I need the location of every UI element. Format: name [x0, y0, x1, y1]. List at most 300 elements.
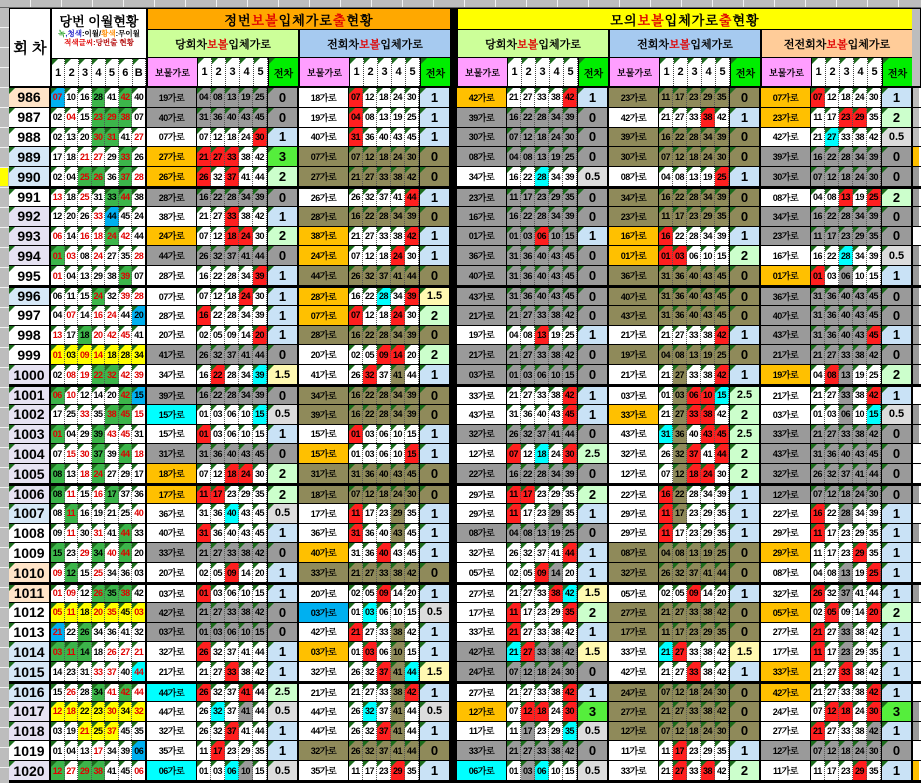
num-cell[interactable]: 15: [563, 761, 577, 780]
num-cell[interactable]: 19: [853, 563, 867, 582]
num-cell[interactable]: 31: [197, 108, 211, 127]
garo-cell[interactable]: 12가로: [609, 464, 659, 483]
num-cell[interactable]: 32: [105, 288, 119, 305]
num-cell[interactable]: 01: [51, 585, 65, 602]
num-cell[interactable]: 34: [391, 387, 405, 404]
num-cell[interactable]: 44: [253, 722, 267, 741]
num-cell[interactable]: 27: [825, 425, 839, 444]
jeoncha-cell[interactable]: 0: [577, 524, 607, 543]
num-cell[interactable]: 30: [563, 702, 577, 721]
num-cell[interactable]: 35: [563, 189, 577, 206]
num-cell[interactable]: 33: [535, 684, 549, 701]
num-cell[interactable]: 07: [811, 741, 825, 760]
num-cell[interactable]: 45: [715, 425, 729, 444]
num-cell[interactable]: 24: [549, 702, 563, 721]
num-cell[interactable]: 24: [549, 662, 563, 681]
jeoncha-cell[interactable]: 2: [267, 486, 297, 503]
garo-cell[interactable]: 17가로: [609, 623, 659, 642]
num-cell[interactable]: 26: [78, 207, 92, 226]
garo-cell[interactable]: 03가로: [147, 585, 197, 602]
round-cell[interactable]: 1014: [9, 642, 51, 661]
jeoncha-cell[interactable]: 0: [729, 603, 759, 622]
num-cell[interactable]: 20: [105, 387, 119, 404]
jeoncha-cell[interactable]: 0: [577, 662, 607, 681]
num-cell[interactable]: 23: [839, 642, 853, 661]
num-cell[interactable]: 03: [521, 365, 535, 384]
num-cell[interactable]: 45: [253, 504, 267, 523]
jeoncha-cell[interactable]: 1: [267, 326, 297, 345]
num-cell[interactable]: 12: [211, 464, 225, 483]
num-cell[interactable]: 45: [119, 425, 133, 444]
jeoncha-cell[interactable]: 1: [729, 585, 759, 602]
jeoncha-cell[interactable]: 0: [267, 189, 297, 206]
jeoncha-cell[interactable]: 0: [577, 425, 607, 444]
num-cell[interactable]: 12: [65, 563, 79, 582]
round-cell[interactable]: 1017: [9, 702, 51, 721]
num-cell[interactable]: 40: [225, 108, 239, 127]
num-cell[interactable]: 04: [65, 108, 79, 127]
num-cell[interactable]: 29: [119, 464, 133, 483]
garo-cell[interactable]: 05가로: [609, 585, 659, 602]
num-cell[interactable]: 36: [105, 623, 119, 642]
num-cell[interactable]: 21: [811, 684, 825, 701]
jeoncha-cell[interactable]: 1: [419, 128, 449, 147]
num-cell[interactable]: 14: [853, 603, 867, 622]
jeoncha-cell[interactable]: 1: [881, 722, 911, 741]
num-cell[interactable]: 42: [715, 365, 729, 384]
num-cell[interactable]: 32: [211, 684, 225, 701]
num-cell[interactable]: 37: [225, 684, 239, 701]
round-cell[interactable]: 993: [9, 227, 51, 246]
jeoncha-cell[interactable]: 1: [267, 128, 297, 147]
num-cell[interactable]: 23: [92, 702, 106, 721]
num-cell[interactable]: 15: [253, 405, 267, 424]
num-cell[interactable]: 23: [839, 761, 853, 780]
num-cell[interactable]: 29: [853, 524, 867, 543]
num-cell[interactable]: 22: [825, 207, 839, 226]
num-cell[interactable]: 36: [825, 444, 839, 463]
num-cell[interactable]: 29: [239, 741, 253, 760]
num-cell[interactable]: 26: [78, 623, 92, 642]
num-cell[interactable]: 42: [715, 642, 729, 661]
num-cell[interactable]: 06: [535, 761, 549, 780]
garo-cell[interactable]: 43가로: [457, 288, 507, 305]
num-cell[interactable]: 32: [211, 167, 225, 186]
garo-cell[interactable]: 32가로: [761, 585, 811, 602]
num-cell[interactable]: 22: [673, 227, 687, 246]
num-cell[interactable]: 37: [535, 425, 549, 444]
num-cell[interactable]: 21: [507, 387, 521, 404]
garo-cell[interactable]: 28가로: [147, 189, 197, 206]
num-cell[interactable]: 18: [377, 486, 391, 503]
num-cell[interactable]: 39: [132, 365, 145, 384]
num-cell[interactable]: 27: [673, 365, 687, 384]
num-cell[interactable]: 32: [363, 266, 377, 285]
num-cell[interactable]: 28: [535, 167, 549, 186]
num-cell[interactable]: 33: [687, 365, 701, 384]
garo-cell[interactable]: 32가로: [609, 563, 659, 582]
num-cell[interactable]: 41: [549, 425, 563, 444]
num-cell[interactable]: 13: [78, 266, 92, 285]
num-cell[interactable]: 29: [701, 88, 715, 107]
num-cell[interactable]: 07: [51, 88, 65, 107]
num-cell[interactable]: 40: [132, 504, 145, 523]
garo-cell[interactable]: 36가로: [147, 504, 197, 523]
num-cell[interactable]: 30: [78, 444, 92, 463]
num-cell[interactable]: 08: [51, 486, 65, 503]
num-cell[interactable]: 38: [701, 326, 715, 345]
num-cell[interactable]: 40: [119, 662, 133, 681]
num-cell[interactable]: 22: [521, 108, 535, 127]
num-cell[interactable]: 30: [867, 486, 881, 503]
num-cell[interactable]: 22: [363, 207, 377, 226]
num-cell[interactable]: 31: [659, 288, 673, 305]
num-cell[interactable]: 28: [535, 207, 549, 226]
jeoncha-cell[interactable]: 0.5: [577, 761, 607, 780]
jeoncha-cell[interactable]: 1: [419, 722, 449, 741]
jeoncha-cell[interactable]: 0: [729, 623, 759, 642]
num-cell[interactable]: 16: [349, 405, 363, 424]
num-cell[interactable]: 29: [701, 524, 715, 543]
num-cell[interactable]: 15: [715, 387, 729, 404]
num-cell[interactable]: 30: [563, 662, 577, 681]
num-cell[interactable]: 28: [132, 246, 145, 265]
num-cell[interactable]: 30: [253, 288, 267, 305]
jeoncha-cell[interactable]: 0: [729, 563, 759, 582]
garo-cell[interactable]: 29가로: [761, 543, 811, 562]
num-cell[interactable]: 38: [391, 563, 405, 582]
num-cell[interactable]: 42: [563, 741, 577, 760]
num-cell[interactable]: 04: [507, 147, 521, 166]
num-cell[interactable]: 43: [701, 266, 715, 285]
jeoncha-cell[interactable]: 0: [577, 147, 607, 166]
garo-cell[interactable]: 08가로: [761, 189, 811, 206]
num-cell[interactable]: 25: [119, 504, 133, 523]
jeoncha-cell[interactable]: 1: [419, 623, 449, 642]
num-cell[interactable]: 07: [659, 464, 673, 483]
num-cell[interactable]: 04: [65, 425, 79, 444]
round-cell[interactable]: 1000: [9, 365, 51, 384]
num-cell[interactable]: 21: [811, 128, 825, 147]
num-cell[interactable]: 42: [253, 603, 267, 622]
num-cell[interactable]: 01: [51, 246, 65, 265]
num-cell[interactable]: 16: [507, 108, 521, 127]
num-cell[interactable]: 29: [105, 108, 119, 127]
garo-cell[interactable]: 42가로: [761, 684, 811, 701]
garo-cell[interactable]: 06가로: [147, 761, 197, 780]
num-cell[interactable]: 41: [105, 761, 119, 780]
garo-cell[interactable]: 08가로: [609, 543, 659, 562]
garo-cell[interactable]: 40가로: [457, 266, 507, 285]
jeoncha-cell[interactable]: 0: [729, 722, 759, 741]
num-cell[interactable]: 07: [197, 227, 211, 246]
num-cell[interactable]: 17: [65, 326, 79, 345]
num-cell[interactable]: 15: [405, 444, 419, 463]
garo-cell[interactable]: 01가로: [761, 266, 811, 285]
num-cell[interactable]: 44: [867, 464, 881, 483]
num-cell[interactable]: 12: [521, 128, 535, 147]
num-cell[interactable]: 21: [811, 387, 825, 404]
num-cell[interactable]: 02: [51, 167, 65, 186]
num-cell[interactable]: 31: [507, 288, 521, 305]
num-cell[interactable]: 24: [549, 444, 563, 463]
num-cell[interactable]: 44: [132, 227, 145, 246]
num-cell[interactable]: 29: [549, 189, 563, 206]
num-cell[interactable]: 30: [405, 88, 419, 107]
jeoncha-cell[interactable]: 1: [881, 761, 911, 780]
num-cell[interactable]: 33: [225, 147, 239, 166]
jeoncha-cell[interactable]: 2: [729, 444, 759, 463]
num-cell[interactable]: 34: [391, 207, 405, 226]
num-cell[interactable]: 27: [521, 306, 535, 325]
garo-cell[interactable]: 43가로: [457, 405, 507, 424]
jeoncha-cell[interactable]: 1: [881, 524, 911, 543]
num-cell[interactable]: 22: [825, 246, 839, 265]
num-cell[interactable]: 31: [811, 326, 825, 345]
num-cell[interactable]: 15: [405, 603, 419, 622]
jeoncha-cell[interactable]: 1: [729, 524, 759, 543]
jeoncha-cell[interactable]: 0: [881, 464, 911, 483]
garo-cell[interactable]: 27가로: [299, 167, 349, 186]
num-cell[interactable]: 21: [507, 306, 521, 325]
garo-cell[interactable]: 29가로: [761, 524, 811, 543]
garo-cell[interactable]: 21가로: [761, 387, 811, 404]
num-cell[interactable]: 13: [535, 147, 549, 166]
num-cell[interactable]: 18: [105, 345, 119, 364]
num-cell[interactable]: 45: [405, 524, 419, 543]
num-cell[interactable]: 23: [839, 227, 853, 246]
num-cell[interactable]: 34: [549, 464, 563, 483]
num-cell[interactable]: 31: [507, 405, 521, 424]
num-cell[interactable]: 17: [211, 741, 225, 760]
jeoncha-cell[interactable]: 0: [577, 365, 607, 384]
jeoncha-cell[interactable]: 2.5: [577, 444, 607, 463]
num-cell[interactable]: 36: [673, 306, 687, 325]
num-cell[interactable]: 34: [549, 167, 563, 186]
garo-cell[interactable]: 44가로: [299, 266, 349, 285]
num-cell[interactable]: 22: [78, 702, 92, 721]
garo-cell[interactable]: 15가로: [147, 425, 197, 444]
num-cell[interactable]: 39: [405, 387, 419, 404]
jeoncha-cell[interactable]: 0: [419, 266, 449, 285]
num-cell[interactable]: 09: [535, 563, 549, 582]
num-cell[interactable]: 01: [507, 761, 521, 780]
num-cell[interactable]: 21: [507, 623, 521, 642]
num-cell[interactable]: 33: [687, 702, 701, 721]
num-cell[interactable]: 26: [132, 147, 145, 166]
num-cell[interactable]: 37: [92, 444, 106, 463]
jeoncha-cell[interactable]: 1.5: [267, 365, 297, 384]
num-cell[interactable]: 45: [715, 266, 729, 285]
num-cell[interactable]: 44: [119, 524, 133, 543]
garo-cell[interactable]: 29가로: [609, 504, 659, 523]
num-cell[interactable]: 37: [225, 642, 239, 661]
garo-cell[interactable]: 16가로: [761, 246, 811, 265]
num-cell[interactable]: 27: [825, 662, 839, 681]
num-cell[interactable]: 35: [867, 761, 881, 780]
num-cell[interactable]: 15: [867, 405, 881, 424]
num-cell[interactable]: 33: [839, 425, 853, 444]
num-cell[interactable]: 38: [239, 603, 253, 622]
round-cell[interactable]: 1003: [9, 425, 51, 444]
num-cell[interactable]: 24: [391, 486, 405, 503]
num-cell[interactable]: 22: [211, 189, 225, 206]
num-cell[interactable]: 18: [377, 246, 391, 265]
num-cell[interactable]: 32: [673, 444, 687, 463]
num-cell[interactable]: 18: [225, 227, 239, 246]
num-cell[interactable]: 26: [507, 543, 521, 562]
num-cell[interactable]: 22: [211, 306, 225, 325]
num-cell[interactable]: 18: [225, 464, 239, 483]
garo-cell[interactable]: 31가로: [147, 444, 197, 463]
num-cell[interactable]: 21: [659, 603, 673, 622]
num-cell[interactable]: 10: [239, 761, 253, 780]
num-cell[interactable]: 09: [225, 563, 239, 582]
num-cell[interactable]: 37: [687, 563, 701, 582]
num-cell[interactable]: 30: [92, 128, 106, 147]
garo-cell[interactable]: 24가로: [457, 662, 507, 681]
num-cell[interactable]: 33: [225, 662, 239, 681]
num-cell[interactable]: 17: [132, 464, 145, 483]
num-cell[interactable]: 18: [132, 444, 145, 463]
num-cell[interactable]: 23: [839, 524, 853, 543]
num-cell[interactable]: 42: [563, 306, 577, 325]
num-cell[interactable]: 28: [377, 207, 391, 226]
garo-cell[interactable]: 24가로: [761, 702, 811, 721]
jeoncha-cell[interactable]: 0.5: [881, 246, 911, 265]
jeoncha-cell[interactable]: 1: [419, 524, 449, 543]
jeoncha-cell[interactable]: 0.5: [577, 167, 607, 186]
num-cell[interactable]: 05: [673, 585, 687, 602]
num-cell[interactable]: 08: [65, 365, 79, 384]
num-cell[interactable]: 12: [51, 207, 65, 226]
num-cell[interactable]: 31: [811, 306, 825, 325]
num-cell[interactable]: 40: [687, 266, 701, 285]
num-cell[interactable]: 13: [535, 326, 549, 345]
num-cell[interactable]: 17: [825, 642, 839, 661]
num-cell[interactable]: 23: [687, 207, 701, 226]
num-cell[interactable]: 26: [197, 167, 211, 186]
num-cell[interactable]: 09: [65, 585, 79, 602]
round-cell[interactable]: 1011: [9, 585, 51, 602]
num-cell[interactable]: 17: [105, 486, 119, 503]
garo-cell[interactable]: 39가로: [299, 405, 349, 424]
garo-cell[interactable]: 42가로: [457, 88, 507, 107]
num-cell[interactable]: 18: [687, 464, 701, 483]
num-cell[interactable]: 15: [253, 623, 267, 642]
num-cell[interactable]: 08: [673, 543, 687, 562]
num-cell[interactable]: 20: [405, 585, 419, 602]
num-cell[interactable]: 01: [349, 642, 363, 661]
num-cell[interactable]: 17: [825, 761, 839, 780]
num-cell[interactable]: 26: [349, 189, 363, 206]
garo-cell[interactable]: 17가로: [147, 486, 197, 503]
num-cell[interactable]: 28: [687, 227, 701, 246]
num-cell[interactable]: 11: [507, 603, 521, 622]
garo-cell[interactable]: 08가로: [609, 167, 659, 186]
jeoncha-cell[interactable]: 1: [419, 88, 449, 107]
num-cell[interactable]: 10: [701, 387, 715, 404]
num-cell[interactable]: 38: [701, 662, 715, 681]
garo-cell[interactable]: 31가로: [299, 464, 349, 483]
num-cell[interactable]: 12: [673, 722, 687, 741]
num-cell[interactable]: 33: [687, 603, 701, 622]
num-cell[interactable]: 14: [92, 345, 106, 364]
num-cell[interactable]: 08: [673, 345, 687, 364]
jeoncha-cell[interactable]: 0: [577, 288, 607, 305]
num-cell[interactable]: 03: [51, 642, 65, 661]
num-cell[interactable]: 16: [507, 167, 521, 186]
garo-cell[interactable]: 12가로: [761, 741, 811, 760]
garo-cell[interactable]: 28가로: [147, 266, 197, 285]
num-cell[interactable]: 16: [811, 504, 825, 523]
num-cell[interactable]: 32: [521, 425, 535, 444]
jeoncha-cell[interactable]: 0: [577, 306, 607, 325]
num-cell[interactable]: 15: [253, 425, 267, 444]
garo-cell[interactable]: 27가로: [761, 623, 811, 642]
num-cell[interactable]: 38: [701, 603, 715, 622]
garo-cell[interactable]: 20가로: [147, 326, 197, 345]
num-cell[interactable]: 16: [197, 266, 211, 285]
num-cell[interactable]: 03: [363, 425, 377, 444]
num-cell[interactable]: 11: [659, 741, 673, 760]
garo-cell[interactable]: 21가로: [457, 345, 507, 364]
num-cell[interactable]: 42: [563, 585, 577, 602]
garo-cell[interactable]: 05가로: [761, 603, 811, 622]
round-cell[interactable]: 997: [9, 306, 51, 325]
num-cell[interactable]: 07: [65, 306, 79, 325]
jeoncha-cell[interactable]: 1: [419, 642, 449, 661]
jeoncha-cell[interactable]: 2: [729, 464, 759, 483]
num-cell[interactable]: 27: [673, 108, 687, 127]
num-cell[interactable]: 27: [363, 563, 377, 582]
num-cell[interactable]: 12: [363, 486, 377, 503]
jeoncha-cell[interactable]: 2: [577, 486, 607, 503]
num-cell[interactable]: 33: [687, 662, 701, 681]
num-cell[interactable]: 38: [391, 167, 405, 186]
num-cell[interactable]: 03: [673, 387, 687, 404]
garo-cell[interactable]: 36가로: [761, 288, 811, 305]
num-cell[interactable]: 38: [701, 642, 715, 661]
num-cell[interactable]: 38: [549, 88, 563, 107]
num-cell[interactable]: 04: [811, 189, 825, 206]
num-cell[interactable]: 19: [853, 189, 867, 206]
num-cell[interactable]: 08: [825, 365, 839, 384]
num-cell[interactable]: 11: [811, 543, 825, 562]
garo-cell[interactable]: 40가로: [299, 128, 349, 147]
num-cell[interactable]: 37: [687, 444, 701, 463]
num-cell[interactable]: 12: [825, 741, 839, 760]
num-cell[interactable]: 44: [253, 642, 267, 661]
garo-cell[interactable]: 22가로: [761, 504, 811, 523]
num-cell[interactable]: 44: [405, 662, 419, 681]
num-cell[interactable]: 07: [197, 288, 211, 305]
num-cell[interactable]: 34: [391, 326, 405, 345]
num-cell[interactable]: 27: [65, 761, 79, 780]
num-cell[interactable]: 44: [119, 444, 133, 463]
jeoncha-cell[interactable]: 0: [267, 603, 297, 622]
jeoncha-cell[interactable]: 0: [419, 405, 449, 424]
jeoncha-cell[interactable]: 0.5: [267, 702, 297, 721]
num-cell[interactable]: 34: [239, 365, 253, 384]
num-cell[interactable]: 27: [132, 128, 145, 147]
num-cell[interactable]: 14: [391, 585, 405, 602]
num-cell[interactable]: 05: [211, 326, 225, 345]
num-cell[interactable]: 39: [119, 288, 133, 305]
num-cell[interactable]: 18: [65, 189, 79, 206]
garo-cell[interactable]: 19가로: [761, 365, 811, 384]
jeoncha-cell[interactable]: 0: [881, 167, 911, 186]
